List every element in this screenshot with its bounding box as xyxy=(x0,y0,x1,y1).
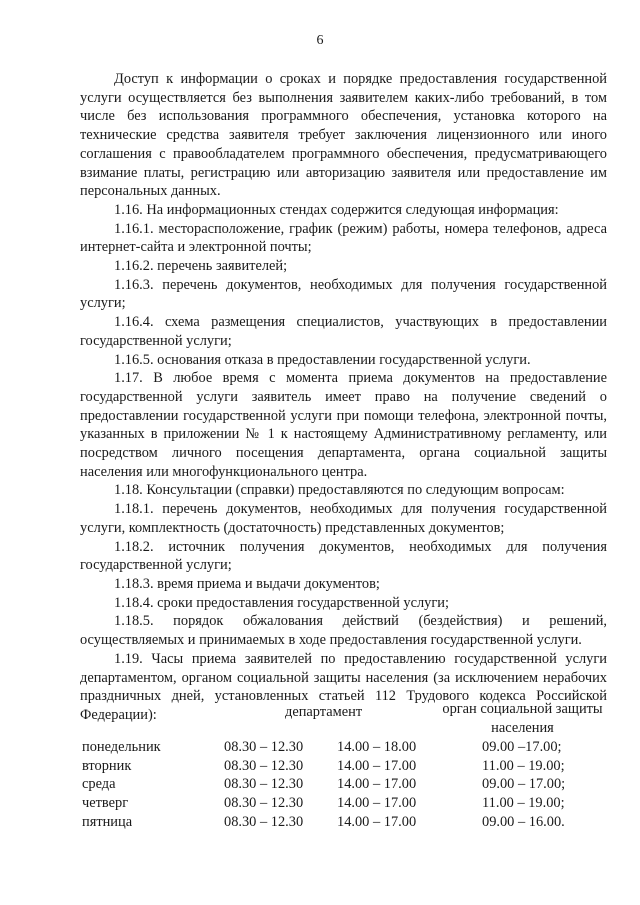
table-row xyxy=(80,757,607,776)
paragraph-1-16-3: 1.16.3. перечень документов, необходимых для получения государственной услуги; xyxy=(80,276,607,312)
org-hours: 11.00 – 19.00; xyxy=(482,757,565,774)
department-afternoon-hours: 14.00 – 17.00 xyxy=(337,757,417,774)
table-row xyxy=(80,738,607,757)
org-hours: 09.00 – 17.00; xyxy=(482,776,566,793)
paragraph-1-18-3: 1.18.3. время приема и выдачи документов; xyxy=(114,575,380,592)
department-afternoon-hours: 14.00 – 17.00 xyxy=(337,776,417,793)
department-morning-hours: 08.30 – 12.30 xyxy=(224,757,304,774)
paragraph-1-18-4: 1.18.4. сроки предоставления государственной услуги; xyxy=(114,594,449,611)
header-department: департамент xyxy=(285,704,363,720)
paragraph-1-16-5: 1.16.5. основания отказа в предоставлении государственной услуги. xyxy=(114,351,531,368)
paragraph-1-19: 1.19. Часы приема заявителей по предоставлению государственной услуги департаментом, органом социальной защиты населения (за исключением нерабочих праздничных дней, установленных статьей 112 Трудового кодекса Российской Федерации): xyxy=(80,650,607,723)
day-cell: вторник xyxy=(82,757,132,774)
department-morning-hours: 08.30 – 12.30 xyxy=(224,795,304,812)
paragraph-1-18: 1.18. Консультации (справки) предоставляются по следующим вопросам: xyxy=(114,482,565,499)
page-number: 6 xyxy=(316,33,324,48)
department-afternoon-hours: 14.00 – 17.00 xyxy=(337,795,417,812)
org-hours: 11.00 – 19.00; xyxy=(482,795,565,812)
paragraph-1-18-2: 1.18.2. источник получения документов, необходимых для получения государственной услуги; xyxy=(80,538,607,574)
paragraph-1-18-5: 1.18.5. порядок обжалования действий (бездействия) и решений, осуществляемых и принимаемых в ходе предоставления государственной услуги. xyxy=(80,613,607,649)
org-hours: 09.00 –17.00; xyxy=(482,739,562,755)
paragraph-access-info: Доступ к информации о сроках и порядке предоставления государственной услуги осуществляется без выполнения заявителем каких-либо требований, в том числе без использования программного обеспечения, установка которого на технические средства заявителя требует заключения лицензионного или иного соглашения с правообладателем программного обеспечения, предусматривающего взимание платы, регистрацию или авторизацию заявителя или предоставление им персональных данных. xyxy=(80,71,607,200)
day-cell: среда xyxy=(82,776,116,793)
department-morning-hours: 08.30 – 12.30 xyxy=(224,813,304,830)
schedule-header xyxy=(80,700,607,738)
table-row xyxy=(80,813,607,832)
day-cell: понедельник xyxy=(82,739,161,755)
day-cell: четверг xyxy=(82,795,129,812)
day-cell: пятница xyxy=(82,813,133,830)
schedule-table xyxy=(80,700,607,831)
paragraph-1-18-1: 1.18.1. перечень документов, необходимых для получения государственной услуги, комплектность (достаточность) представленных документов; xyxy=(80,501,607,536)
header-social-protection-org: орган социальной защиты населения xyxy=(442,701,603,736)
paragraph-1-16-1: 1.16.1. месторасположение, график (режим) работы, номера телефонов, адреса интернет-сайта и электронной почты; xyxy=(80,220,607,256)
department-morning-hours: 08.30 – 12.30 xyxy=(224,776,304,793)
org-hours: 09.00 – 16.00. xyxy=(482,813,565,830)
table-row xyxy=(80,775,607,794)
paragraph-1-16-2: 1.16.2. перечень заявителей; xyxy=(114,258,288,275)
department-afternoon-hours: 14.00 – 17.00 xyxy=(337,813,417,830)
paragraph-1-17: 1.17. В любое время с момента приема документов на предоставление государственной услуги заявитель имеет право на получение сведений о предоставлении государственной услуги при помощи телефона, электронной почты, указанных в приложении № 1 к настоящему Административному регламенту, или посредством личного посещения департамента, органа социальной защиты населения или многофункционального центра. xyxy=(80,370,607,480)
document-body xyxy=(80,70,607,725)
table-row xyxy=(80,794,607,813)
department-afternoon-hours: 14.00 – 18.00 xyxy=(337,739,417,755)
department-morning-hours: 08.30 – 12.30 xyxy=(224,739,304,755)
paragraph-1-16: 1.16. На информационных стендах содержится следующая информация: xyxy=(114,201,559,218)
paragraph-1-16-4: 1.16.4. схема размещения специалистов, участвующих в предоставлении государственной услуги; xyxy=(80,314,607,349)
